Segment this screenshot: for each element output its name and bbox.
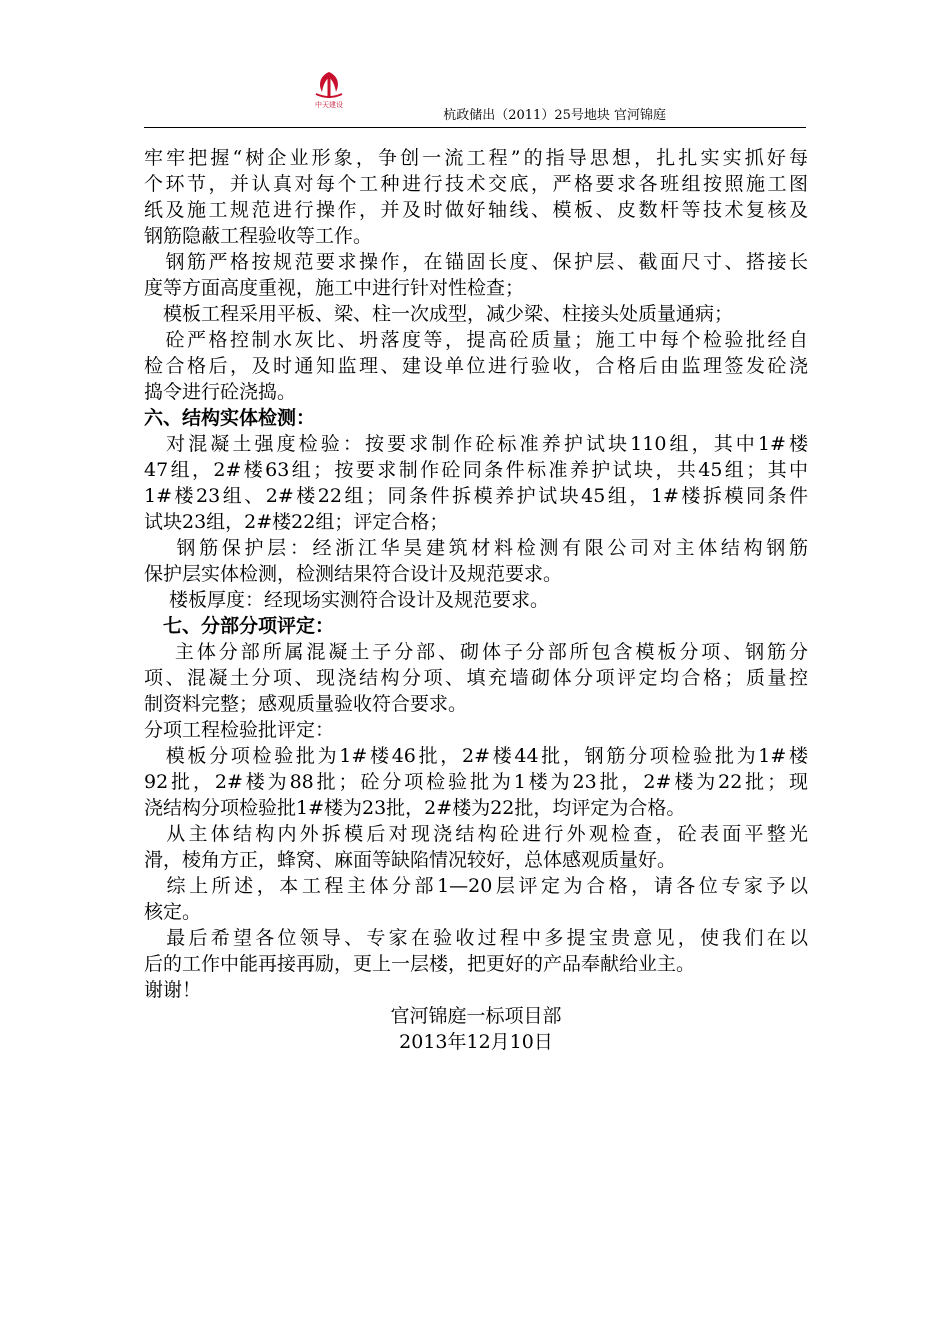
text-line: 分项工程检验批评定： (144, 719, 335, 741)
text-line: 模板工程采用平板、梁、柱一次成型，减少梁、柱接头处质量通病； (144, 303, 734, 325)
text-line: 综上所述，本工程主体分部1—20层评定为合格，请各位专家予以 (144, 875, 808, 897)
text-line: 浇结构分项检验批1#楼为23批，2#楼为22批，均评定为合格。 (144, 797, 686, 819)
text-line: 钢筋严格按规范要求操作，在锚固长度、保护层、截面尺寸、搭接长 (144, 251, 808, 273)
text-line: 度等方面高度重视，施工中进行针对性检查； (144, 277, 525, 299)
closing-thanks: 谢谢！ (144, 979, 202, 1001)
text-line: 制资料完整；感观质量验收符合要求。 (144, 693, 468, 715)
logo-text: 中天建设 (315, 101, 343, 109)
text-line: 47组，2#楼63组；按要求制作砼同条件标准养护试块，共45组；其中 (144, 459, 808, 481)
page-header (144, 70, 806, 128)
text-line: 92批，2#楼为88批；砼分项检验批为1楼为23批，2#楼为22批；现 (144, 771, 808, 793)
text-line: 牢牢把握“树企业形象，争创一流工程”的指导思想，扎扎实实抓好每 (144, 147, 808, 169)
header-title: 杭政储出（2011）25号地块 官河锦庭 (443, 108, 666, 123)
text-line: 后的工作中能再接再励，更上一层楼，把更好的产品奉献给业主。 (144, 953, 696, 975)
signature-date: 2013年12月10日 (399, 1031, 553, 1053)
company-logo-icon (304, 70, 354, 100)
text-line: 捣令进行砼浇捣。 (144, 381, 297, 403)
section-heading-6: 六、结构实体检测： (144, 407, 316, 429)
text-line: 模板分项检验批为1#楼46批，2#楼44批，钢筋分项检验批为1#楼 (144, 745, 808, 767)
text-line: 滑，棱角方正，蜂窝、麻面等缺陷情况较好，总体感观质量好。 (144, 849, 677, 871)
text-line: 从主体结构内外拆模后对现浇结构砼进行外观检查，砼表面平整光 (144, 823, 808, 845)
text-line: 试块23组，2#楼22组；评定合格； (144, 511, 449, 533)
text-line: 个环节，并认真对每个工种进行技术交底，严格要求各班组按照施工图 (144, 173, 808, 195)
text-line: 纸及施工规范进行操作，并及时做好轴线、模板、皮数杆等技术复核及 (144, 199, 808, 221)
text-line: 楼板厚度：经现场实测符合设计及规范要求。 (144, 589, 550, 611)
text-line: 项、混凝土分项、现浇结构分项、填充墙砌体分项评定均合格；质量控 (144, 667, 808, 689)
text-line: 钢筋隐蔽工程验收等工作。 (144, 225, 373, 247)
document-body (144, 145, 808, 1055)
text-line: 最后希望各位领导、专家在验收过程中多提宝贵意见，使我们在以 (144, 927, 808, 949)
company-logo (304, 70, 354, 118)
text-line: 主体分部所属混凝土子分部、砌体子分部所包含模板分项、钢筋分 (144, 641, 808, 663)
text-line: 对混凝土强度检验：按要求制作砼标准养护试块110组，其中1#楼 (144, 433, 808, 455)
text-line: 1#楼23组、2#楼22组；同条件拆模养护试块45组，1#楼拆模同条件 (144, 485, 808, 507)
section-heading-7: 七、分部分项评定： (144, 615, 335, 637)
text-line: 检合格后，及时通知监理、建设单位进行验收，合格后由监理签发砼浇 (144, 355, 808, 377)
signature-department: 官河锦庭一标项目部 (390, 1005, 562, 1027)
text-line: 核定。 (144, 901, 202, 923)
text-line: 钢筋保护层：经浙江华昊建筑材料检测有限公司对主体结构钢筋 (144, 537, 808, 559)
text-line: 砼严格控制水灰比、坍落度等，提高砼质量；施工中每个检验批经自 (144, 329, 808, 351)
text-line: 保护层实体检测，检测结果符合设计及规范要求。 (144, 563, 563, 585)
